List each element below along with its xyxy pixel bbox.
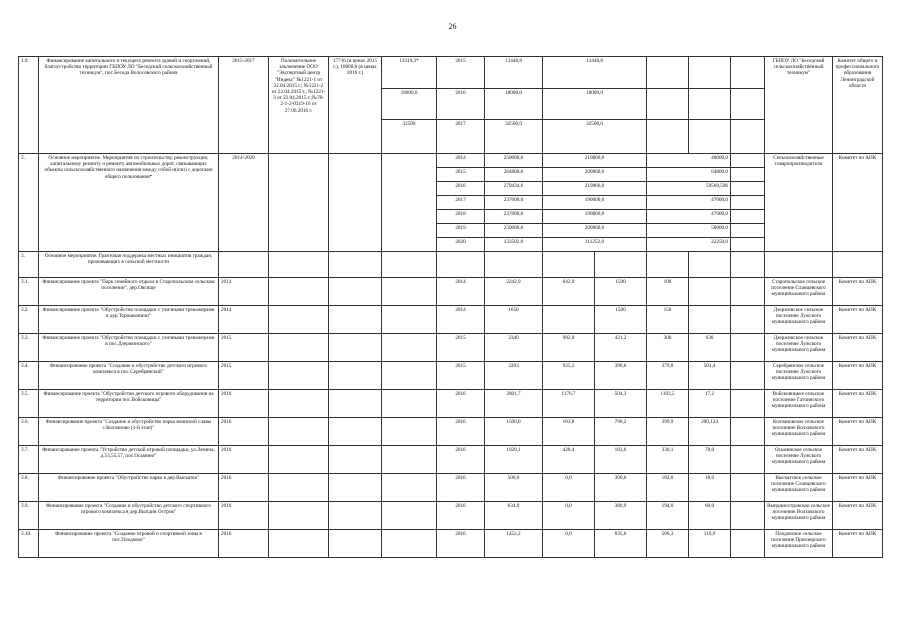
row-responsible: Комитет по АПК [833,418,883,446]
cell-total: 1020,1 [485,446,543,474]
cell-total: 634,9 [485,502,543,530]
cell-total: 13448,8 [485,57,543,89]
cell-empty [382,446,437,474]
cell-empty [731,224,765,238]
cell-empty [731,474,765,502]
row-number: 2. [19,154,39,252]
cell-year: 2017 [437,196,485,210]
cell-empty [647,120,689,154]
cell-regional: 190000,0 [543,196,647,210]
row-name: Финансирование проекта "Создание игровой и спортивной зоны в пос.Плодовое" [39,530,219,558]
cell-empty [329,474,382,502]
row-responsible: Комитет по АПК [833,306,883,334]
cell-remain: 18000,0 [382,89,437,120]
cell-empty [269,530,329,558]
cell-empty [269,474,329,502]
cell-year: 2016 [437,390,485,418]
row-customer: Плодовское сельское поселение Приозерского муниципального района [765,530,833,558]
cell-other: 17,2 [689,390,731,418]
cell-empty [731,252,765,278]
table-row [19,252,883,278]
cell-year: 2020 [437,238,485,252]
cell-regional: 219866,0 [543,182,647,196]
cell-empty [595,252,647,278]
cell-year: 2016 [437,530,485,558]
cell-empty [269,278,329,306]
cell-empty [731,238,765,252]
cell-local: 182,0 [647,474,689,502]
row-name: Финансирование капитального и текущего ремонта зданий и сооружений, благоустройство территории ГБПОУ ЛО "Беседский сельскохозяйственный техникум", пос.Беседа Волосовского района [39,57,219,154]
row-responsible: Комитет по АПК [833,154,883,252]
cell-regional: 200000,0 [543,224,647,238]
cell-year: 2016 [437,446,485,474]
row-cost: 17716 (в ценах 2015 г.), 18000,0 (в ценах 2016 г.) [329,57,382,154]
row-number: 3.2. [19,306,39,334]
cell-empty [382,418,437,446]
cell-regional: 396,6 [595,362,647,390]
row-responsible: Комитет общего и профессионального образования Ленинградской области [833,57,883,154]
cell-empty [219,252,269,278]
cell-year: 2016 [437,182,485,196]
cell-total: 2801,7 [485,390,543,418]
table-row [19,502,883,530]
cell-total: 279434,6 [485,182,543,196]
row-name: Финансирование проекта "Создание и обустройство детского спортивного игрового комплекса в дер.Выпдин Остров" [39,502,219,530]
cell-regional: 1500 [595,306,647,334]
row-period: 2015 [219,334,269,362]
subprojects-table [18,277,883,558]
cell-regional: 13448,8 [543,57,647,89]
cell-other: 200,124 [689,418,731,446]
cell-empty [269,154,329,252]
cell-empty [731,57,765,89]
row-name: Финансирование проекта "Обустройство детского игрового оборудования на территории пос.Войсковицы" [39,390,219,418]
row-customer: Старопольское сельское поселение Сланцевского муниципального района [765,278,833,306]
cell-other: 18,0 [689,474,731,502]
cell-federal: 0,0 [543,502,595,530]
cell-remain: 32500 [382,120,437,154]
cell-total: 18000,0 [485,89,543,120]
table-row [19,334,883,362]
cell-federal: 0,0 [543,530,595,558]
cell-empty [689,57,731,89]
program-table [18,56,883,278]
row-responsible: Комитет по АПК [833,362,883,390]
cell-empty [329,362,382,390]
cell-local: 22250,0 [647,238,731,252]
table-row [19,418,883,446]
row-period: 2016 [219,390,269,418]
row-responsible: Комитет по АПК [833,278,883,306]
cell-other: 501,4 [689,362,731,390]
cell-empty [329,252,382,278]
cell-empty [382,362,437,390]
cell-empty [833,252,883,278]
cell-remain: 13319,3* [382,57,437,89]
cell-regional: 835,0 [595,530,647,558]
cell-empty [382,278,437,306]
cell-total: 264800,0 [485,168,543,182]
cell-total: 1452,2 [485,530,543,558]
cell-empty [731,334,765,362]
cell-empty [437,252,485,278]
cell-total: 1500,0 [485,418,543,446]
cell-empty [329,334,382,362]
row-number: 1.9. [19,57,39,154]
cell-total: 2203 [485,362,543,390]
row-name: Финансирование проекта "Создание и обустройство парка воинской славы с.Колчаново (1-й этап)" [39,418,219,446]
row-period: 2016 [219,502,269,530]
cell-empty [485,252,543,278]
cell-empty [731,168,765,182]
cell-empty [329,278,382,306]
cell-total: 1650 [485,306,543,334]
cell-year: 2016 [437,418,485,446]
cell-regional: 183,6 [595,446,647,474]
cell-local: 64800,0 [647,168,731,182]
row-customer: Выскатское сельское поселение Сланцевского муниципального района [765,474,833,502]
cell-empty [382,390,437,418]
row-customer: Осьминское сельское поселение Лужского муниципального района [765,446,833,474]
cell-year: 2019 [437,224,485,238]
cell-empty [382,474,437,502]
cell-year: 2014 [437,154,485,168]
cell-empty [731,362,765,390]
cell-empty [731,390,765,418]
row-period: 2016 [219,446,269,474]
cell-empty [269,334,329,362]
cell-empty [382,252,437,278]
row-customer: Серебрянское сельское поселение Лужского муниципального района [765,362,833,390]
row-expertise: Положительное заключение ООО "Экспертный центр "Индекс" №1221-1 от 22.04.2015 г.; №1221-2 от 22.04.2015 г.; №1221-3 от 22.04.2015 г.;№78-2-1-2-0319-16 от 27.06.2016 г. [269,57,329,154]
cell-regional: 504,3 [595,390,647,418]
cell-local: 59568,596 [647,182,731,196]
cell-empty [382,530,437,558]
cell-empty [269,252,329,278]
cell-year: 2015 [437,334,485,362]
cell-empty [269,502,329,530]
row-responsible: Комитет по АПК [833,390,883,418]
row-name: Основное мероприятие. Грантовая поддержка местных инициатив граждан, проживающих в сельской местности [39,252,219,278]
cell-empty [731,196,765,210]
cell-empty [731,306,765,334]
cell-local: 330,1 [647,446,689,474]
cell-regional: 200000,0 [543,168,647,182]
cell-empty [765,252,833,278]
table-row [19,278,883,306]
cell-year: 2017 [437,120,485,154]
cell-regional: 32500,0 [543,120,647,154]
row-name: Основное мероприятие. Мероприятия по строительству, реконструкции, капитальному ремонту и ремонту автомобильных дорог, связывающих объекты сельскохозяйственного назначения между собой и(или) с дорогами общего пользования* [39,154,219,252]
cell-regional: 1500 [595,278,647,306]
row-responsible: Комитет по АПК [833,474,883,502]
cell-other: 110,9 [689,530,731,558]
cell-total: 500,0 [485,474,543,502]
cell-empty [731,89,765,120]
cell-empty [647,57,689,89]
cell-year: 2015 [437,57,485,89]
row-customer: Колчановское сельское поселение Волховского муниципального района [765,418,833,446]
cell-empty [689,252,731,278]
cell-empty [731,502,765,530]
row-responsible: Комитет по АПК [833,446,883,474]
cell-year: 2015 [437,168,485,182]
cell-total: 133502,0 [485,238,543,252]
cell-empty [329,418,382,446]
cell-empty [269,418,329,446]
cell-empty [269,362,329,390]
row-customer: Дзержинское сельское поселение Лужского муниципального района [765,306,833,334]
row-number: 3.8. [19,474,39,502]
table-row [19,530,883,558]
row-name: Финансирование проекта "Устройство детской игровой площадки, ул.Ленина, д.53,55,57, пос.Осьмино" [39,446,219,474]
cell-empty [329,530,382,558]
cell-year: 2016 [437,89,485,120]
cell-total: 250000,0 [485,154,543,168]
cell-year: 2018 [437,210,485,224]
cell-federal: 0,0 [543,474,595,502]
cell-regional: 111252,0 [543,238,647,252]
row-number: 3.6. [19,418,39,446]
row-period: 2015-2017 [219,57,269,154]
row-period: 2016 [219,418,269,446]
row-number: 3.3. [19,334,39,362]
cell-total: 2340 [485,334,543,362]
cell-federal: 103,8 [543,418,595,446]
cell-regional: 300,0 [595,474,647,502]
cell-federal: 642,9 [543,278,595,306]
cell-total: 237000,0 [485,196,543,210]
cell-empty [543,252,595,278]
row-number: 3.4. [19,362,39,390]
cell-empty [731,446,765,474]
table-row [19,57,883,89]
cell-local: 40000,0 [647,154,731,168]
cell-other: 60,0 [689,502,731,530]
cell-empty [647,252,689,278]
cell-local: 47000,0 [647,210,731,224]
cell-empty [329,502,382,530]
cell-local: 50000,0 [647,224,731,238]
cell-regional: 421,2 [595,334,647,362]
row-number: 3. [19,252,39,278]
table-row [19,390,883,418]
cell-local: 300 [647,334,689,362]
cell-total: 250000,0 [485,224,543,238]
cell-local: 506,3 [647,530,689,558]
cell-empty [731,182,765,196]
page-number: 26 [448,22,457,31]
row-responsible: Комитет по АПК [833,502,883,530]
cell-year: 2014 [437,306,485,334]
row-period: 2014-2020 [219,154,269,252]
cell-empty [382,502,437,530]
cell-federal: 925,2 [543,362,595,390]
row-name: Финансирование проекта "Создание и обустройство детского игрового комплекса в пос.Серебрянский" [39,362,219,390]
row-period: 2015 [219,362,269,390]
row-customer: Дзержинское сельское поселение Лужского муниципального района [765,334,833,362]
row-period: 2014 [219,306,269,334]
row-responsible: Комитет по АПК [833,334,883,362]
cell-empty [731,530,765,558]
cell-empty [269,306,329,334]
table-row [19,362,883,390]
cell-other: 78,0 [689,446,731,474]
cell-empty [731,278,765,306]
cell-empty [731,154,765,168]
row-name: Финансирование проекта "Обустройство парка в дер.Выскатка" [39,474,219,502]
cell-empty [731,120,765,154]
cell-year: 2016 [437,474,485,502]
cell-empty [689,89,731,120]
cell-federal: 1176,7 [543,390,595,418]
cell-local: 1103,5 [647,390,689,418]
cell-empty [329,154,382,252]
cell-local: 399,9 [647,418,689,446]
table-row [19,154,883,168]
cell-empty [689,120,731,154]
cell-empty [329,390,382,418]
cell-other: 636 [689,334,731,362]
row-customer: ГБПОУ ЛО "Беседский сельскохозяйственный техникум" [765,57,833,154]
cell-federal: 428,4 [543,446,595,474]
row-customer: Вындиностровское сельское поселение Волховского муниципального района [765,502,833,530]
cell-local: 100 [647,278,689,306]
row-period: 2014 [219,278,269,306]
row-customer: Войсковицкое сельское поселение Гатчинского муниципального района [765,390,833,418]
row-period: 2016 [219,474,269,502]
table-row [19,474,883,502]
cell-local: 379,8 [647,362,689,390]
cell-other [689,278,731,306]
cell-empty [731,210,765,224]
cell-regional: 210000,0 [543,154,647,168]
row-number: 3.5. [19,390,39,418]
row-number: 3.7. [19,446,39,474]
cell-empty [269,390,329,418]
cell-empty [382,306,437,334]
row-period: 2016 [219,530,269,558]
cell-year: 2014 [437,278,485,306]
cell-empty [329,446,382,474]
cell-empty [329,306,382,334]
row-number: 3.10. [19,530,39,558]
cell-total: 32500,0 [485,120,543,154]
cell-federal: 982,8 [543,334,595,362]
cell-total: 2242,9 [485,278,543,306]
cell-regional: 380,9 [595,502,647,530]
cell-empty [647,89,689,120]
cell-local: 194,0 [647,502,689,530]
cell-year: 2015 [437,362,485,390]
cell-empty [382,334,437,362]
row-name: Финансирование проекта "Обустройство площадки с уличными тренажерами в пос.Дзержинского" [39,334,219,362]
cell-empty [382,154,437,252]
cell-total: 237000,0 [485,210,543,224]
cell-local: 150 [647,306,689,334]
table-row [19,446,883,474]
cell-regional: 796,2 [595,418,647,446]
cell-other [689,306,731,334]
cell-regional: 190000,0 [543,210,647,224]
cell-year: 2016 [437,502,485,530]
table-row [19,306,883,334]
cell-regional: 18000,0 [543,89,647,120]
cell-local: 47000,0 [647,196,731,210]
cell-federal [543,306,595,334]
row-customer: Сельскохозяйственные товаропроизводители [765,154,833,252]
cell-empty [731,418,765,446]
row-responsible: Комитет по АПК [833,530,883,558]
row-number: 3.1. [19,278,39,306]
row-name: Финансирование проекта "Парк семейного отдыха в Старопольском сельском поселении", дер.Овсище [39,278,219,306]
cell-empty [269,446,329,474]
row-name: Финансирование проекта "Обустройство площадки с уличными тренажерами в дер.Торошковичи" [39,306,219,334]
row-number: 3.9. [19,502,39,530]
